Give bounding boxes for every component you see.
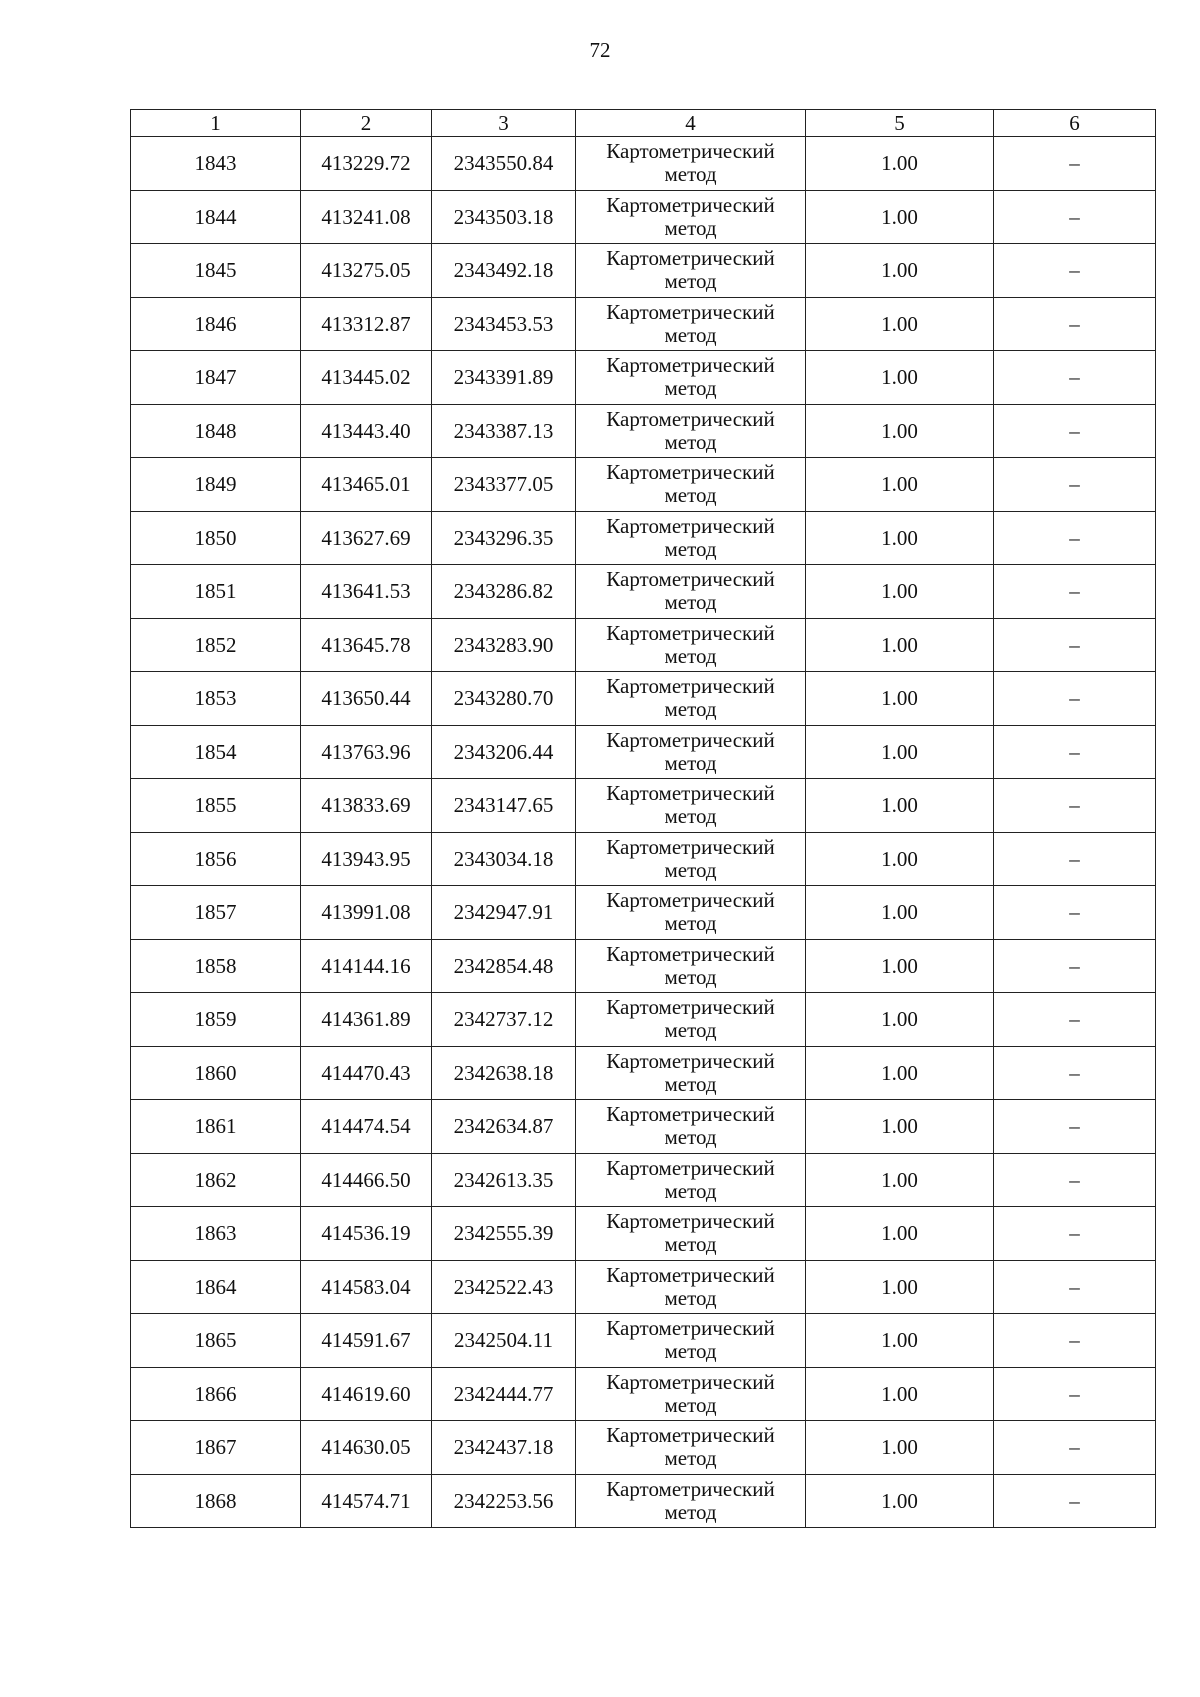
point-number-cell: 1867 <box>131 1421 301 1475</box>
point-number-cell: 1865 <box>131 1314 301 1368</box>
x-coordinate-cell: 414583.04 <box>301 1260 432 1314</box>
y-coordinate-cell: 2342854.48 <box>432 939 576 993</box>
method-line-2: метод <box>664 536 717 561</box>
note-cell: – <box>994 137 1156 191</box>
x-coordinate-cell: 413443.40 <box>301 404 432 458</box>
accuracy-cell: 1.00 <box>806 244 994 298</box>
method-line-1: Картометрический <box>606 139 775 164</box>
y-coordinate-cell: 2343296.35 <box>432 511 576 565</box>
method-line-1: Картометрический <box>606 674 775 699</box>
method-cell <box>576 779 806 833</box>
x-coordinate-cell: 413943.95 <box>301 832 432 886</box>
point-number-cell: 1856 <box>131 832 301 886</box>
y-coordinate-cell: 2343391.89 <box>432 351 576 405</box>
method-cell <box>576 672 806 726</box>
method-cell <box>576 404 806 458</box>
note-cell: – <box>994 244 1156 298</box>
method-cell <box>576 1207 806 1261</box>
method-line-1: Картометрический <box>606 1048 775 1073</box>
note-cell: – <box>994 190 1156 244</box>
x-coordinate-cell: 414361.89 <box>301 993 432 1047</box>
header-col-6: 6 <box>994 110 1156 137</box>
accuracy-cell: 1.00 <box>806 672 994 726</box>
method-line-2: метод <box>664 1339 717 1364</box>
accuracy-cell: 1.00 <box>806 137 994 191</box>
method-cell <box>576 511 806 565</box>
method-cell <box>576 725 806 779</box>
y-coordinate-cell: 2343550.84 <box>432 137 576 191</box>
accuracy-cell: 1.00 <box>806 832 994 886</box>
x-coordinate-cell: 413627.69 <box>301 511 432 565</box>
note-cell: – <box>994 351 1156 405</box>
y-coordinate-cell: 2343147.65 <box>432 779 576 833</box>
table-row <box>131 1153 1156 1207</box>
table-row <box>131 1260 1156 1314</box>
accuracy-cell: 1.00 <box>806 351 994 405</box>
method-cell <box>576 1153 806 1207</box>
method-cell <box>576 1421 806 1475</box>
note-cell: – <box>994 1314 1156 1368</box>
table-row <box>131 779 1156 833</box>
method-cell <box>576 1100 806 1154</box>
y-coordinate-cell: 2342638.18 <box>432 1046 576 1100</box>
note-cell: – <box>994 1474 1156 1528</box>
accuracy-cell: 1.00 <box>806 618 994 672</box>
point-number-cell: 1857 <box>131 886 301 940</box>
point-number-cell: 1845 <box>131 244 301 298</box>
method-line-2: метод <box>664 1285 717 1310</box>
accuracy-cell: 1.00 <box>806 404 994 458</box>
method-line-1: Картометрический <box>606 192 775 217</box>
point-number-cell: 1863 <box>131 1207 301 1261</box>
accuracy-cell: 1.00 <box>806 458 994 512</box>
accuracy-cell: 1.00 <box>806 1153 994 1207</box>
method-line-1: Картометрический <box>606 1476 775 1501</box>
method-line-1: Картометрический <box>606 620 775 645</box>
header-col-3: 3 <box>432 110 576 137</box>
header-col-4: 4 <box>576 110 806 137</box>
table-row <box>131 939 1156 993</box>
point-number-cell: 1860 <box>131 1046 301 1100</box>
method-line-2: метод <box>664 1018 717 1043</box>
method-line-1: Картометрический <box>606 727 775 752</box>
x-coordinate-cell: 413229.72 <box>301 137 432 191</box>
method-line-2: метод <box>664 1232 717 1257</box>
table-row <box>131 725 1156 779</box>
note-cell: – <box>994 993 1156 1047</box>
table-row <box>131 1314 1156 1368</box>
header-col-2: 2 <box>301 110 432 137</box>
x-coordinate-cell: 414630.05 <box>301 1421 432 1475</box>
y-coordinate-cell: 2343283.90 <box>432 618 576 672</box>
method-line-2: метод <box>664 964 717 989</box>
table-row <box>131 1100 1156 1154</box>
note-cell: – <box>994 1100 1156 1154</box>
table-row <box>131 886 1156 940</box>
table-row <box>131 297 1156 351</box>
x-coordinate-cell: 413763.96 <box>301 725 432 779</box>
method-line-1: Картометрический <box>606 460 775 485</box>
method-cell <box>576 1260 806 1314</box>
method-cell <box>576 137 806 191</box>
point-number-cell: 1844 <box>131 190 301 244</box>
accuracy-cell: 1.00 <box>806 190 994 244</box>
accuracy-cell: 1.00 <box>806 1207 994 1261</box>
method-line-1: Картометрический <box>606 1155 775 1180</box>
method-line-2: метод <box>664 215 717 240</box>
accuracy-cell: 1.00 <box>806 886 994 940</box>
header-row <box>131 110 1156 137</box>
accuracy-cell: 1.00 <box>806 1474 994 1528</box>
method-line-1: Картометрический <box>606 299 775 324</box>
method-cell <box>576 190 806 244</box>
coordinates-table <box>130 109 1156 1528</box>
note-cell: – <box>994 832 1156 886</box>
y-coordinate-cell: 2343206.44 <box>432 725 576 779</box>
header-col-5: 5 <box>806 110 994 137</box>
table-body <box>131 137 1156 1528</box>
method-line-2: метод <box>664 1125 717 1150</box>
note-cell: – <box>994 404 1156 458</box>
method-line-1: Картометрический <box>606 567 775 592</box>
method-line-1: Картометрический <box>606 781 775 806</box>
method-cell <box>576 1367 806 1421</box>
method-line-1: Картометрический <box>606 246 775 271</box>
point-number-cell: 1849 <box>131 458 301 512</box>
accuracy-cell: 1.00 <box>806 725 994 779</box>
table-row <box>131 404 1156 458</box>
point-number-cell: 1848 <box>131 404 301 458</box>
note-cell: – <box>994 939 1156 993</box>
note-cell: – <box>994 618 1156 672</box>
x-coordinate-cell: 414536.19 <box>301 1207 432 1261</box>
y-coordinate-cell: 2342737.12 <box>432 993 576 1047</box>
accuracy-cell: 1.00 <box>806 993 994 1047</box>
y-coordinate-cell: 2342522.43 <box>432 1260 576 1314</box>
x-coordinate-cell: 414474.54 <box>301 1100 432 1154</box>
method-cell <box>576 458 806 512</box>
note-cell: – <box>994 1421 1156 1475</box>
y-coordinate-cell: 2343286.82 <box>432 565 576 619</box>
table-row <box>131 1046 1156 1100</box>
accuracy-cell: 1.00 <box>806 511 994 565</box>
accuracy-cell: 1.00 <box>806 1367 994 1421</box>
note-cell: – <box>994 1153 1156 1207</box>
x-coordinate-cell: 413445.02 <box>301 351 432 405</box>
note-cell: – <box>994 886 1156 940</box>
page-number: 72 <box>589 38 611 62</box>
x-coordinate-cell: 413241.08 <box>301 190 432 244</box>
note-cell: – <box>994 511 1156 565</box>
table-row <box>131 672 1156 726</box>
table-header <box>131 110 1156 137</box>
y-coordinate-cell: 2342555.39 <box>432 1207 576 1261</box>
y-coordinate-cell: 2342613.35 <box>432 1153 576 1207</box>
point-number-cell: 1862 <box>131 1153 301 1207</box>
table-row <box>131 244 1156 298</box>
x-coordinate-cell: 414574.71 <box>301 1474 432 1528</box>
method-line-2: метод <box>664 697 717 722</box>
point-number-cell: 1868 <box>131 1474 301 1528</box>
table-row <box>131 1421 1156 1475</box>
y-coordinate-cell: 2342504.11 <box>432 1314 576 1368</box>
point-number-cell: 1859 <box>131 993 301 1047</box>
table-row <box>131 351 1156 405</box>
method-line-2: метод <box>664 590 717 615</box>
table-row <box>131 511 1156 565</box>
method-line-2: метод <box>664 162 717 187</box>
accuracy-cell: 1.00 <box>806 1421 994 1475</box>
method-cell <box>576 1046 806 1100</box>
method-cell <box>576 351 806 405</box>
method-line-2: метод <box>664 1392 717 1417</box>
point-number-cell: 1852 <box>131 618 301 672</box>
point-number-cell: 1853 <box>131 672 301 726</box>
method-cell <box>576 1314 806 1368</box>
point-number-cell: 1843 <box>131 137 301 191</box>
y-coordinate-cell: 2342253.56 <box>432 1474 576 1528</box>
method-cell <box>576 886 806 940</box>
x-coordinate-cell: 413312.87 <box>301 297 432 351</box>
method-line-1: Картометрический <box>606 941 775 966</box>
note-cell: – <box>994 1046 1156 1100</box>
method-line-1: Картометрический <box>606 353 775 378</box>
point-number-cell: 1854 <box>131 725 301 779</box>
point-number-cell: 1846 <box>131 297 301 351</box>
note-cell: – <box>994 458 1156 512</box>
x-coordinate-cell: 413833.69 <box>301 779 432 833</box>
accuracy-cell: 1.00 <box>806 297 994 351</box>
point-number-cell: 1864 <box>131 1260 301 1314</box>
table-row <box>131 993 1156 1047</box>
note-cell: – <box>994 1207 1156 1261</box>
accuracy-cell: 1.00 <box>806 939 994 993</box>
accuracy-cell: 1.00 <box>806 565 994 619</box>
table-row <box>131 832 1156 886</box>
method-cell <box>576 297 806 351</box>
y-coordinate-cell: 2343034.18 <box>432 832 576 886</box>
x-coordinate-cell: 414466.50 <box>301 1153 432 1207</box>
method-line-2: метод <box>664 750 717 775</box>
y-coordinate-cell: 2342444.77 <box>432 1367 576 1421</box>
point-number-cell: 1851 <box>131 565 301 619</box>
method-line-2: метод <box>664 429 717 454</box>
accuracy-cell: 1.00 <box>806 1046 994 1100</box>
point-number-cell: 1847 <box>131 351 301 405</box>
table-row <box>131 1474 1156 1528</box>
method-line-2: метод <box>664 376 717 401</box>
method-cell <box>576 993 806 1047</box>
y-coordinate-cell: 2343387.13 <box>432 404 576 458</box>
method-line-1: Картометрический <box>606 1102 775 1127</box>
method-line-1: Картометрический <box>606 888 775 913</box>
method-cell <box>576 832 806 886</box>
point-number-cell: 1855 <box>131 779 301 833</box>
table-row <box>131 618 1156 672</box>
x-coordinate-cell: 413465.01 <box>301 458 432 512</box>
note-cell: – <box>994 725 1156 779</box>
accuracy-cell: 1.00 <box>806 1314 994 1368</box>
table-row <box>131 137 1156 191</box>
accuracy-cell: 1.00 <box>806 779 994 833</box>
note-cell: – <box>994 779 1156 833</box>
y-coordinate-cell: 2343280.70 <box>432 672 576 726</box>
note-cell: – <box>994 297 1156 351</box>
x-coordinate-cell: 414470.43 <box>301 1046 432 1100</box>
point-number-cell: 1858 <box>131 939 301 993</box>
method-cell <box>576 1474 806 1528</box>
method-line-1: Картометрический <box>606 1209 775 1234</box>
header-col-1: 1 <box>131 110 301 137</box>
accuracy-cell: 1.00 <box>806 1260 994 1314</box>
method-cell <box>576 939 806 993</box>
method-cell <box>576 565 806 619</box>
table-row <box>131 190 1156 244</box>
table-row <box>131 1207 1156 1261</box>
x-coordinate-cell: 413650.44 <box>301 672 432 726</box>
method-line-2: метод <box>664 322 717 347</box>
method-line-2: метод <box>664 269 717 294</box>
method-line-2: метод <box>664 804 717 829</box>
note-cell: – <box>994 1367 1156 1421</box>
method-line-2: метод <box>664 1178 717 1203</box>
x-coordinate-cell: 414144.16 <box>301 939 432 993</box>
method-line-1: Картометрический <box>606 1316 775 1341</box>
note-cell: – <box>994 1260 1156 1314</box>
y-coordinate-cell: 2343377.05 <box>432 458 576 512</box>
method-line-2: метод <box>664 483 717 508</box>
note-cell: – <box>994 565 1156 619</box>
method-line-1: Картометрический <box>606 1262 775 1287</box>
x-coordinate-cell: 413645.78 <box>301 618 432 672</box>
method-line-1: Картометрический <box>606 834 775 859</box>
table-row <box>131 458 1156 512</box>
method-cell <box>576 618 806 672</box>
method-line-2: метод <box>664 857 717 882</box>
method-line-2: метод <box>664 1446 717 1471</box>
method-line-1: Картометрический <box>606 1423 775 1448</box>
x-coordinate-cell: 414619.60 <box>301 1367 432 1421</box>
method-line-2: метод <box>664 643 717 668</box>
y-coordinate-cell: 2342437.18 <box>432 1421 576 1475</box>
method-line-1: Картометрический <box>606 1369 775 1394</box>
x-coordinate-cell: 413641.53 <box>301 565 432 619</box>
method-line-2: метод <box>664 911 717 936</box>
method-line-1: Картометрический <box>606 406 775 431</box>
x-coordinate-cell: 414591.67 <box>301 1314 432 1368</box>
method-line-2: метод <box>664 1071 717 1096</box>
table-row <box>131 565 1156 619</box>
y-coordinate-cell: 2342947.91 <box>432 886 576 940</box>
point-number-cell: 1861 <box>131 1100 301 1154</box>
point-number-cell: 1866 <box>131 1367 301 1421</box>
y-coordinate-cell: 2342634.87 <box>432 1100 576 1154</box>
note-cell: – <box>994 672 1156 726</box>
point-number-cell: 1850 <box>131 511 301 565</box>
accuracy-cell: 1.00 <box>806 1100 994 1154</box>
y-coordinate-cell: 2343492.18 <box>432 244 576 298</box>
x-coordinate-cell: 413275.05 <box>301 244 432 298</box>
method-cell <box>576 244 806 298</box>
table-row <box>131 1367 1156 1421</box>
y-coordinate-cell: 2343453.53 <box>432 297 576 351</box>
y-coordinate-cell: 2343503.18 <box>432 190 576 244</box>
method-line-1: Картометрический <box>606 513 775 538</box>
x-coordinate-cell: 413991.08 <box>301 886 432 940</box>
method-line-2: метод <box>664 1499 717 1524</box>
method-line-1: Картометрический <box>606 995 775 1020</box>
